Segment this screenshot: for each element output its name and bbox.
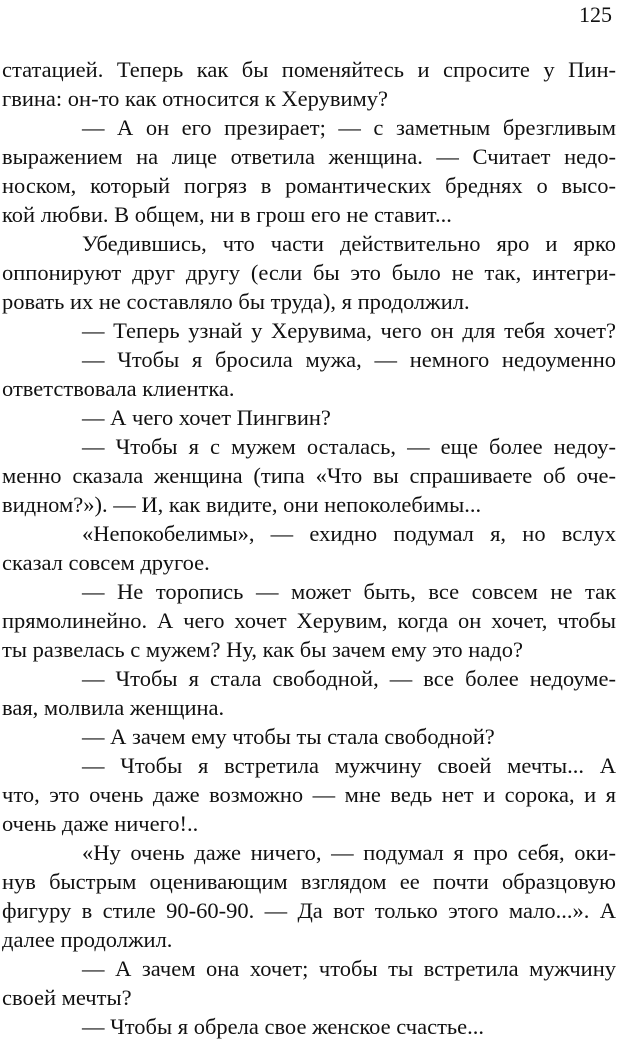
text-line: ответствовала клиентка. — [2, 376, 235, 401]
text-line: ровать их не составляло бы труда), я продолжил. — [2, 289, 470, 314]
text-line: «Непокобелимы», — ехидно подумал я, но вслух — [82, 521, 616, 546]
text-line: — А он его презирает; — с заметным брезгливым — [82, 115, 616, 140]
text-line: — Чтобы я стала свободной, — все более недоуме- — [82, 666, 616, 691]
text-line: далее продолжил. — [2, 927, 173, 952]
text-line: Убедившись, что части действительно яро и ярко — [82, 231, 616, 256]
text-line: фигуру в стиле 90-60-90. — Да вот только этого мало...». А — [2, 898, 616, 923]
text-line: своей мечты? — [2, 985, 132, 1010]
text-line: «Ну очень даже ничего, — подумал я про себя, оки- — [82, 840, 616, 865]
text-line: видном?»). — И, как видите, они непоколебимы... — [2, 492, 482, 517]
text-line: — А зачем она хочет; чтобы ты встретила мужчину — [82, 956, 616, 981]
text-line: ты развелась с мужем? Ну, как бы зачем ему это надо? — [2, 637, 523, 662]
text-line: — Чтобы я встретила мужчину своей мечты... А — [82, 753, 616, 778]
text-line: — Теперь узнай у Херувима, чего он для тебя хочет? — [82, 318, 616, 343]
text-line: кой любви. В общем, ни в грош его не ставит... — [2, 202, 452, 227]
body-text — [2, 55, 616, 1041]
text-line: прямолинейно. А чего хочет Херувим, когда он хочет, чтобы — [2, 608, 616, 633]
text-line: — Чтобы я с мужем осталась, — еще более недоу- — [82, 434, 616, 459]
text-line: носком, который погряз в романтических бреднях о высо- — [2, 173, 616, 198]
text-line: менно сказала женщина (типа «Что вы спрашиваете об оче- — [2, 463, 616, 488]
text-line: выражением на лице ответила женщина. — Считает недо- — [2, 144, 616, 169]
text-line: что, это очень даже возможно — мне ведь нет и сорока, и я — [2, 782, 616, 807]
text-line: вая, молвила женщина. — [2, 695, 225, 720]
text-line: — Чтобы я обрела свое женское счастье... — [82, 1014, 485, 1039]
text-line: — Не торопись — может быть, все совсем не так — [82, 579, 616, 604]
text-line: гвина: он-то как относится к Херувиму? — [2, 86, 388, 111]
text-line: оппонируют друг другу (если бы это было не так, интегри- — [2, 260, 616, 285]
text-line: — А чего хочет Пингвин? — [82, 405, 331, 430]
text-line: — А зачем ему чтобы ты стала свободной? — [82, 724, 495, 749]
text-line: сказал совсем другое. — [2, 550, 210, 575]
text-line: очень даже ничего!.. — [2, 811, 199, 836]
text-line: статацией. Теперь как бы поменяйтесь и спросите у Пин- — [2, 57, 616, 82]
text-line: нув быстрым оценивающим взглядом ее почти образцовую — [2, 869, 616, 894]
page-number: 125 — [579, 2, 612, 27]
text-line: — Чтобы я бросила мужа, — немного недоуменно — [82, 347, 616, 372]
